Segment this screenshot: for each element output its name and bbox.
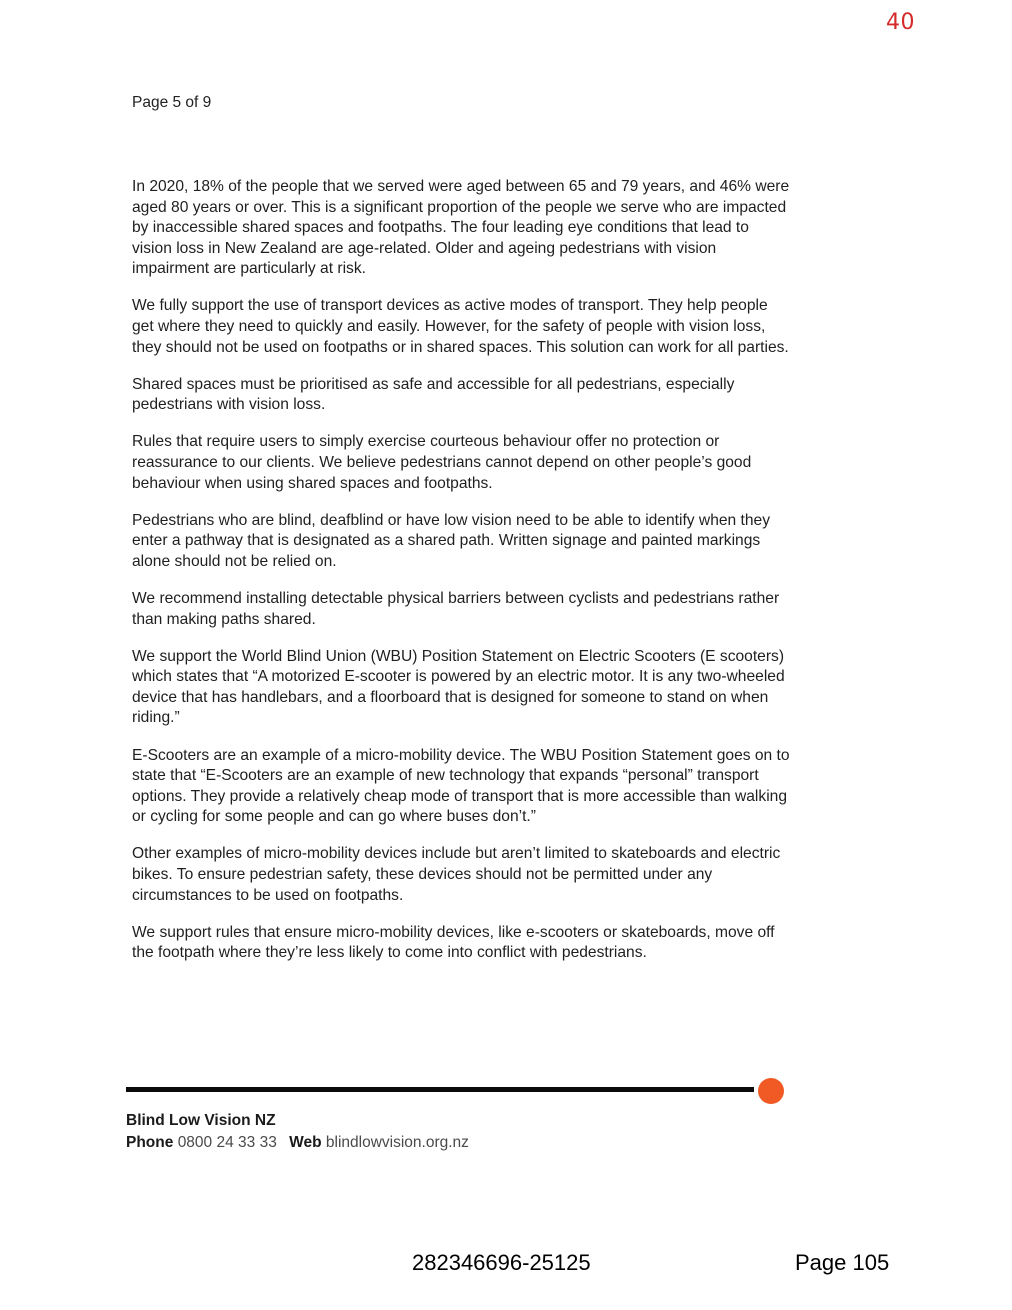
body-text [132,177,792,980]
paragraph-wbu-statement: We support the World Blind Union (WBU) Position Statement on Electric Scooters (E scooters) which states that “A motorized E-scooter is powered by an electric motor. It is any two-wheeled device that has handlebars, and a floorboard that is designed for someone to stand on when riding.” [132,647,785,727]
stamp-page-number: 40 [886,10,915,35]
page-reference: Page 105 [795,1250,890,1275]
paragraph-rules-support: We support rules that ensure micro-mobility devices, like e-scooters or skateboards, move off the footpath where they’re less likely to come into conflict with pedestrians. [132,923,775,962]
footer-divider [126,1087,754,1092]
paragraph-shared-spaces: Shared spaces must be prioritised as safe and accessible for all pedestrians, especially pedestrians with vision loss. [132,375,735,414]
phone-label: Phone [126,1134,174,1151]
brand-dot-icon [758,1078,784,1104]
paragraph-courteous-rules: Rules that require users to simply exercise courteous behaviour offer no protection or reassurance to our clients. We believe pedestrians cannot depend on other people’s good behaviour when using shared spaces and footpaths. [132,433,752,492]
paragraph-physical-barriers: We recommend installing detectable physical barriers between cyclists and pedestrians rather than making paths shared. [132,590,780,628]
paragraph-other-devices: Other examples of micro-mobility devices include but aren’t limited to skateboards and electric bikes. To ensure pedestrian safety, these devices should not be permitted under any circumstances to be used on footpaths. [132,845,781,904]
page-label: Page 5 of 9 [132,94,212,111]
paragraph-age-statistics: In 2020, 18% of the people that we served were aged between 65 and 79 years, and 46% were aged 80 years or over. This is a significant proportion of the people we serve who are impacted by inaccessible shared spaces and footpaths. The four leading eye conditions that lead to vision loss in New Zealand are age-related. Older and ageing pedestrians with vision impairment are particularly at risk. [132,178,790,278]
phone-number: 0800 24 33 33 [177,1134,277,1151]
web-label: Web [289,1134,322,1151]
organisation-name: Blind Low Vision NZ [126,1112,276,1129]
document-reference: 282346696-25125 [412,1250,591,1275]
paragraph-shared-path-identification: Pedestrians who are blind, deafblind or have low vision need to be able to identify when they enter a pathway that is designated as a shared path. Written signage and painted markings alone should not be relied on. [132,511,771,570]
website-address: blindlowvision.org.nz [325,1134,469,1151]
contact-details [126,1134,469,1152]
paragraph-transport-devices: We fully support the use of transport devices as active modes of transport. They help people get where they need to quickly and easily. However, for the safety of people with vision loss, they should not be used on footpaths or in shared spaces. This solution can work for all parties. [132,297,789,356]
paragraph-e-scooters: E-Scooters are an example of a micro-mobility device. The WBU Position Statement goes on to state that “E-Scooters are an example of new technology that expands “personal” transport options. They provide a relatively cheap mode of transport that is more accessible than walking or cycling for some people and can go where buses don’t.” [132,746,790,826]
